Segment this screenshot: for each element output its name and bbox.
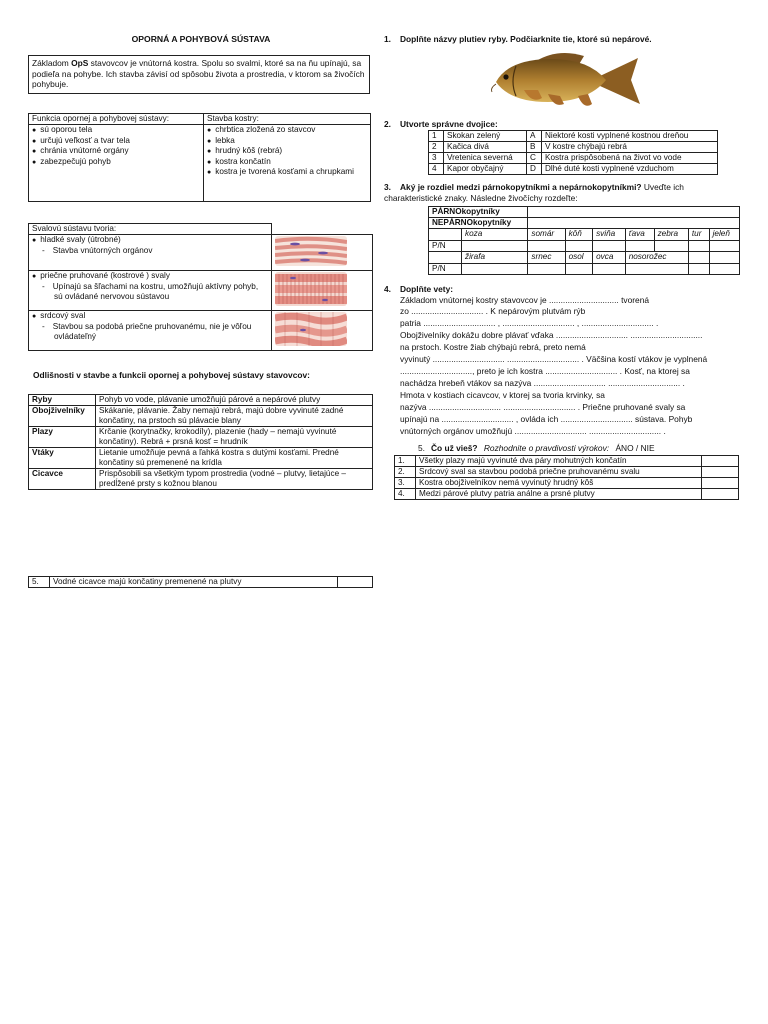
answer-cell[interactable]	[702, 456, 739, 467]
function-item: ● určujú veľkosť a tvar tela	[32, 136, 200, 147]
fill-in-line: Obojživelníky dokážu dobre plávať vďaka ............................... ...............................	[400, 330, 703, 341]
fill-in-line: patria ............................... , ............................... , ............................... .	[400, 318, 659, 329]
muscle-row-striated	[29, 271, 272, 311]
carp-fish-image	[488, 46, 648, 116]
task1	[384, 34, 652, 45]
animal-cell: nosorožec	[625, 252, 688, 264]
pn-label: P/N	[429, 264, 462, 275]
muscle-desc: - Stavba vnútorných orgánov	[32, 246, 268, 256]
task-number: 3.	[384, 182, 391, 192]
answer-cell[interactable]	[702, 489, 739, 500]
fill-in-line: nachádza hrebeň vtákov sa nazýva ............................... ............................... .	[400, 377, 685, 388]
difference-name: Vtáky	[29, 448, 96, 469]
fill-in-line: Hmota v kostiach cicavcov, v ktorej sa tvoria krvinky, sa	[400, 389, 605, 400]
intro-box	[28, 55, 370, 94]
function-header: Funkcia opornej a pohybovej sústavy:	[29, 114, 204, 125]
skeleton-item: ● chrbtica zložená zo stavcov	[207, 125, 367, 136]
smooth-muscle-image-cell	[272, 235, 373, 271]
muscle-table	[28, 223, 373, 351]
muscle-row-smooth	[29, 235, 272, 271]
answer-cell[interactable]	[528, 264, 565, 275]
task-text: Doplňte vety:	[400, 284, 454, 294]
difference-text: Skákanie, plávanie. Žaby nemajú rebrá, majú dobre vyvinuté zadné končatiny, na prstoch sú plávacie blany	[96, 406, 373, 427]
muscle-type: ● hladké svaly (útrobné)	[32, 235, 268, 246]
answer-cell[interactable]	[528, 207, 740, 218]
animal-cell: somár	[528, 229, 565, 241]
row-label-nepar: NEPÁRNOkopytníky	[429, 218, 528, 229]
answer-cell[interactable]	[688, 241, 709, 252]
extra-statement-table	[28, 576, 373, 588]
function-item: ● sú oporou tela	[32, 125, 200, 136]
pair-number: 3	[429, 153, 444, 164]
answer-cell[interactable]	[709, 241, 739, 252]
answer-cell[interactable]	[565, 264, 593, 275]
difference-name: Ryby	[29, 395, 96, 406]
skeleton-header: Stavba kostry:	[204, 114, 371, 125]
skeleton-list	[207, 125, 367, 178]
statement-number: 3.	[395, 478, 416, 489]
answer-cell[interactable]	[593, 264, 626, 275]
animal-cell: žirafa	[462, 252, 528, 264]
answer-cell[interactable]	[702, 478, 739, 489]
answer-cell[interactable]	[625, 264, 688, 275]
difference-name: Plazy	[29, 427, 96, 448]
task-number: 4.	[384, 284, 391, 294]
intro-post: stavovcov je vnútorná kostra. Spolu so svalmi, ktoré sa na ňu upínajú, sa podieľa na pohybe. Ich stavba závisí od spôsobu života a prostredia, v ktorom sa živočích pohybuje.	[32, 58, 365, 89]
muscle-row-cardiac	[29, 311, 272, 351]
task5	[418, 443, 655, 454]
pair-description: Kostra prispôsobená na život vo vode	[542, 153, 718, 164]
answer-cell[interactable]	[528, 241, 565, 252]
function-table	[28, 113, 371, 202]
answer-cell[interactable]	[625, 241, 654, 252]
intro-pre: Základom	[32, 58, 72, 68]
cardiac-muscle-image-cell	[272, 311, 373, 351]
answer-cell[interactable]	[338, 577, 373, 588]
answer-cell[interactable]	[702, 467, 739, 478]
statement-text: Srdcový sval sa stavbou podobá priečne pruhovanému svalu	[416, 467, 702, 478]
difference-text: Pohyb vo vode, plávanie umožňujú párové a nepárové plutvy	[96, 395, 373, 406]
difference-text: Lietanie umožňuje pevná a ľahká kostra s dutými kosťami. Predné končatiny sú premenené na krídla	[96, 448, 373, 469]
pair-description: Niektoré kosti vyplnené kostnou dreňou	[542, 131, 718, 142]
pn-label: P/N	[429, 241, 462, 252]
statement-number: 4.	[395, 489, 416, 500]
pairs-table	[428, 130, 718, 175]
animal-cell: kôň	[565, 229, 593, 241]
fill-in-line: zo ............................... . K nepárovým plutvám rýb	[400, 306, 586, 317]
statement-text: Kostra obojživelníkov nemá vyvinutý hrudný kôš	[416, 478, 702, 489]
cardiac-muscle-image	[275, 312, 347, 346]
page-title: OPORNÁ A POHYBOVÁ SÚSTAVA	[131, 34, 271, 44]
skeleton-item: ● kostra končatín	[207, 157, 367, 168]
animal-cell: jeleň	[709, 229, 739, 241]
smooth-muscle-image	[275, 236, 347, 266]
pair-description: V kostre chýbajú rebrá	[542, 142, 718, 153]
fill-in-line: ..............................., preto je ich kostra ............................... . Kosť, na ktorej sa	[400, 366, 690, 377]
pair-description: Dlhé duté kosti vyplnené vzduchom	[542, 164, 718, 175]
answer-cell[interactable]	[565, 241, 593, 252]
pair-animal: Skokan zelený	[444, 131, 527, 142]
difference-name: Obojživelníky	[29, 406, 96, 427]
pair-number: 4	[429, 164, 444, 175]
skeleton-item: ● kostra je tvorená kosťami a chrupkami	[207, 167, 367, 178]
task4	[384, 284, 724, 438]
fill-in-line: vnútorných orgánov umožňujú ............................... ............................... .	[400, 425, 666, 436]
difference-text: Prispôsobili sa všetkým typom prostredia (vodné – plutvy, lietajúce – predĺžené prsty s kožnou blanou	[96, 469, 373, 490]
animal-cell: osol	[565, 252, 593, 264]
function-list-cell	[29, 125, 204, 202]
fill-in-line: nazýva ............................... ............................... . Priečne pruhované svaly sa	[400, 401, 686, 412]
task-text: Rozhodnite o pravdivosti výrokov:	[483, 443, 610, 453]
pair-animal: Kapor obyčajný	[444, 164, 527, 175]
statement-number: 5.	[29, 577, 50, 588]
task2	[384, 119, 498, 130]
pair-letter: B	[527, 142, 542, 153]
muscle-type: ● srdcový sval	[32, 311, 268, 322]
function-item: ● chránia vnútorné orgány	[32, 146, 200, 157]
differences-table	[28, 394, 373, 490]
task-text: Utvorte správne dvojice:	[400, 119, 498, 129]
ungulates-table	[428, 206, 740, 275]
statement-number: 1.	[395, 456, 416, 467]
muscle-type: ● priečne pruhované (kostrové ) svaly	[32, 271, 268, 282]
pair-number: 2	[429, 142, 444, 153]
fill-in-line: Základom vnútornej kostry stavovcov je .............................. tvorená	[400, 294, 650, 305]
animal-cell: koza	[462, 229, 528, 241]
true-false-table	[394, 455, 739, 500]
muscle-header: Svalovú sústavu tvoria:	[29, 224, 272, 235]
fill-in-line: vyvinutý ............................... ............................... . Väčšina kostí vtákov je vyplnená	[400, 354, 708, 365]
task-text: Aký je rozdiel medzi párnokopytníkmi a nepárnokopytníkmi?	[400, 182, 642, 192]
answer-cell[interactable]	[528, 218, 740, 229]
pair-animal: Vretenica severná	[444, 153, 527, 164]
task3	[384, 182, 714, 203]
muscle-desc: - Upínajú sa šľachami na kostru, umožňujú aktívny pohyb, sú ovládané nervovou sústavou	[32, 282, 268, 302]
answer-cell[interactable]	[462, 241, 528, 252]
statement-text: Vodné cicavce majú končatiny premenené na plutvy	[50, 577, 338, 588]
striated-muscle-image	[275, 272, 347, 306]
answer-cell[interactable]	[462, 264, 528, 275]
skeleton-list-cell	[204, 125, 371, 202]
answer-cell[interactable]	[654, 241, 688, 252]
difference-text: Krčanie (korytnačky, krokodíly), plazenie (hady – nemajú vyvinuté končatiny). Rebrá + prsná kosť = hrudník	[96, 427, 373, 448]
skeleton-item: ● hrudný kôš (rebrá)	[207, 146, 367, 157]
animal-cell: tur	[688, 229, 709, 241]
row-label-par: PÁRNOkopytníky	[429, 207, 528, 218]
task-number: 5.	[418, 443, 425, 453]
function-item: ● zabezpečujú pohyb	[32, 157, 200, 168]
animal-cell: ťava	[625, 229, 654, 241]
pair-letter: A	[527, 131, 542, 142]
answer-options: ÁNO / NIE	[615, 443, 655, 453]
statement-text: Všetky plazy majú vyvinuté dva páry mohutných končatín	[416, 456, 702, 467]
striated-muscle-image-cell	[272, 271, 373, 311]
task-text: Doplňte názvy plutiev ryby. Podčiarknite tie, ktoré sú nepárové.	[400, 34, 652, 44]
fill-in-line: na prstoch. Kostre žiab chýbajú rebrá, preto nemá	[400, 342, 586, 353]
difference-name: Cicavce	[29, 469, 96, 490]
pair-letter: D	[527, 164, 542, 175]
pair-animal: Kačica divá	[444, 142, 527, 153]
task-number: 2.	[384, 119, 391, 129]
task-text-rest: Uveďte ich charakteristické znaky. Následne živočíchy rozdeľte:	[384, 182, 684, 203]
task-bold: Čo už vieš?	[431, 443, 478, 453]
pair-letter: C	[527, 153, 542, 164]
animal-cell: srnec	[528, 252, 565, 264]
statement-text: Medzi párové plutvy patria análne a prsné plutvy	[416, 489, 702, 500]
fill-in-line: upínajú na ............................... , ovláda ich ............................... sústava. Pohyb	[400, 413, 693, 424]
answer-cell[interactable]	[593, 241, 626, 252]
task-number: 1.	[384, 34, 391, 44]
function-list	[32, 125, 200, 167]
animal-cell: sviňa	[593, 229, 626, 241]
skeleton-item: ● lebka	[207, 136, 367, 147]
animal-cell: zebra	[654, 229, 688, 241]
animal-cell: ovca	[593, 252, 626, 264]
differences-title: Odlišnosti v stavbe a funkcii opornej a pohybovej sústavy stavovcov:	[33, 370, 310, 380]
intro-bold: OpS	[71, 58, 89, 68]
statement-number: 2.	[395, 467, 416, 478]
muscle-desc: - Stavbou sa podobá priečne pruhovanému, nie je vôľou ovládateľný	[32, 322, 268, 342]
pair-number: 1	[429, 131, 444, 142]
